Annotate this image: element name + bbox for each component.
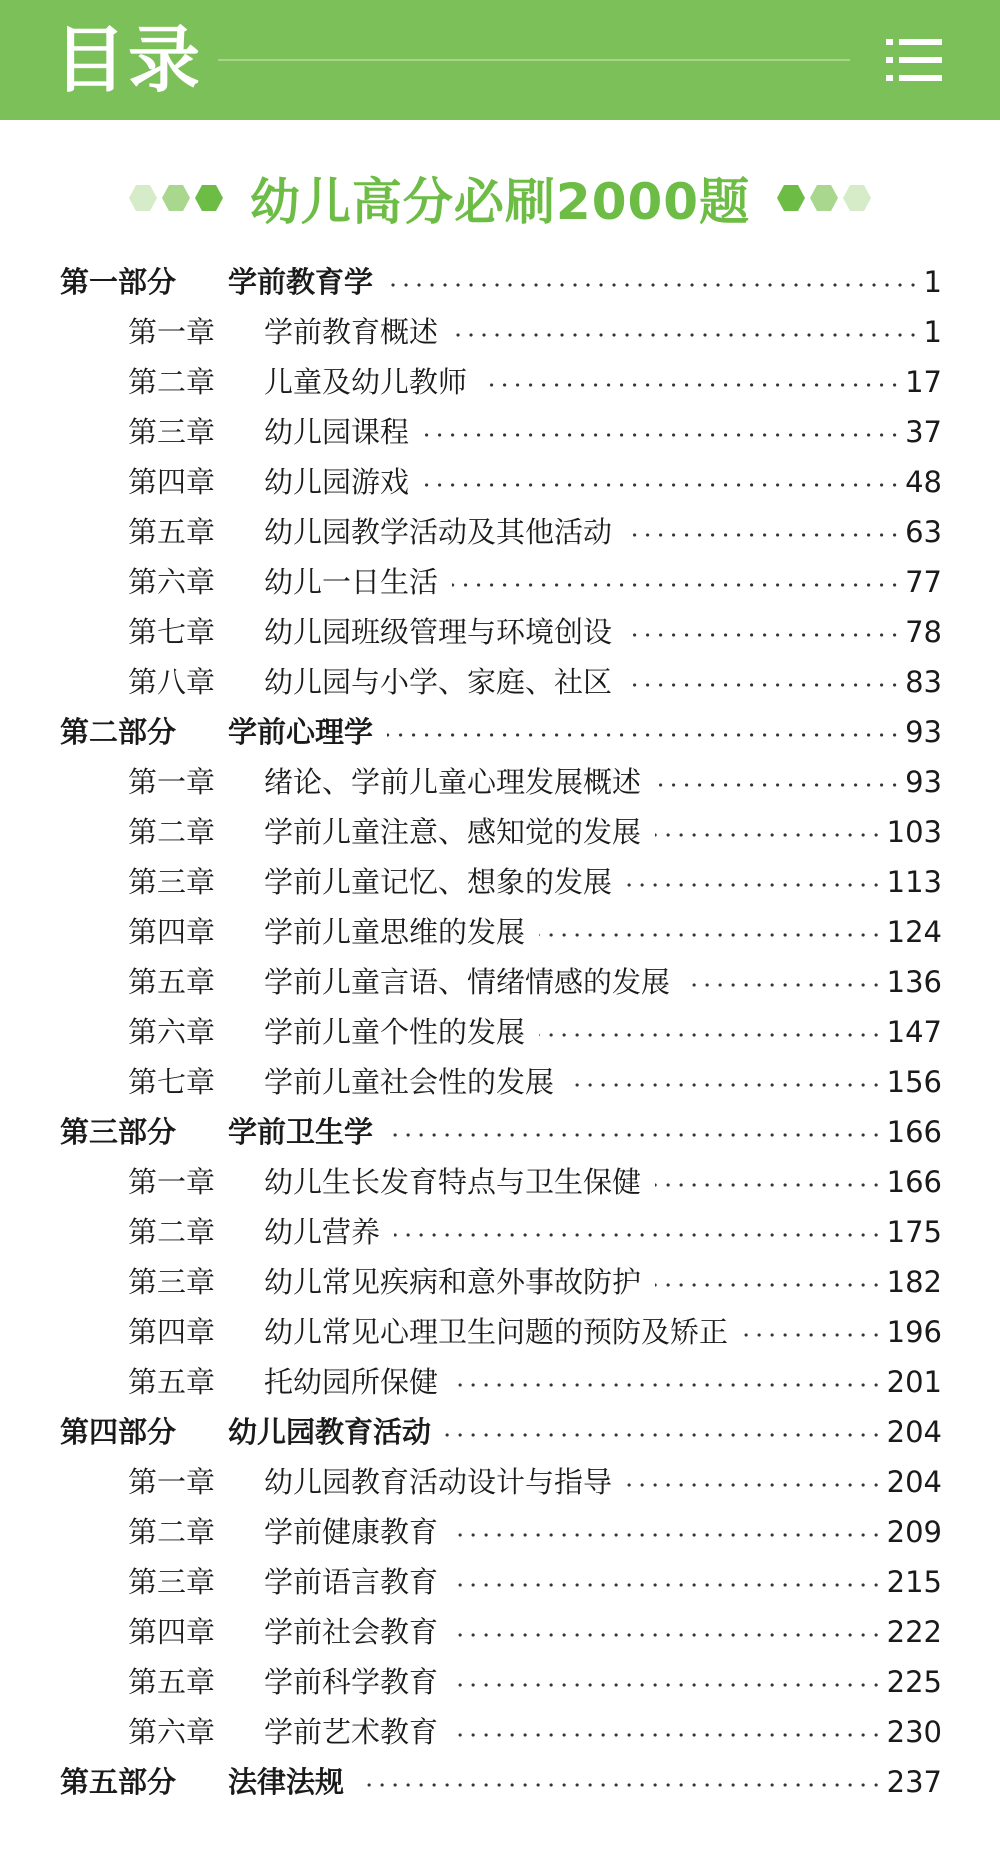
page-number: 124 [886, 915, 942, 949]
dot-leader [655, 1183, 883, 1187]
chapter-number: 第五章 [128, 965, 216, 999]
page-number: 204 [886, 1415, 942, 1449]
dot-leader [655, 783, 901, 787]
page-number: 209 [886, 1515, 942, 1549]
toc-chapter-entry[interactable] [0, 1007, 1000, 1057]
toc-chapter-entry[interactable] [0, 807, 1000, 857]
table-of-contents [0, 257, 1000, 1807]
chapter-number: 第七章 [128, 615, 216, 649]
toc-part-entry[interactable] [0, 257, 1000, 307]
dot-leader [626, 533, 901, 537]
chapter-title: 幼儿营养 [264, 1215, 381, 1249]
chapter-number: 第四章 [128, 915, 216, 949]
dot-leader [423, 433, 901, 437]
dot-leader [452, 1633, 883, 1637]
part-number: 第三部分 [60, 1115, 177, 1149]
chapter-title: 幼儿一日生活 [264, 565, 439, 599]
toc-chapter-entry[interactable] [0, 1307, 1000, 1357]
dot-leader [626, 883, 883, 887]
chapter-title: 幼儿园与小学、家庭、社区 [264, 665, 613, 699]
dot-leader [626, 1483, 883, 1487]
toc-chapter-entry[interactable] [0, 1607, 1000, 1657]
part-title: 学前卫生学 [228, 1115, 374, 1149]
page-number: 230 [886, 1715, 942, 1749]
page-number: 78 [905, 615, 942, 649]
chapter-title: 学前儿童思维的发展 [264, 915, 526, 949]
chapter-number: 第三章 [128, 865, 216, 899]
chapter-number: 第一章 [128, 1465, 216, 1499]
dot-leader [481, 383, 901, 387]
dot-leader [742, 1333, 883, 1337]
page-number: 215 [886, 1565, 942, 1599]
chapter-number: 第八章 [128, 665, 216, 699]
chapter-number: 第七章 [128, 1065, 216, 1099]
chapter-title: 幼儿常见疾病和意外事故防护 [264, 1265, 642, 1299]
chapter-title: 幼儿园教学活动及其他活动 [264, 515, 613, 549]
chapter-number: 第一章 [128, 315, 216, 349]
toc-chapter-entry[interactable] [0, 407, 1000, 457]
chapter-number: 第二章 [128, 365, 216, 399]
toc-chapter-entry[interactable] [0, 307, 1000, 357]
page-number: 225 [886, 1665, 942, 1699]
toc-chapter-entry[interactable] [0, 607, 1000, 657]
book-title: 幼儿高分必刷2000题 [249, 173, 751, 231]
toc-chapter-entry[interactable] [0, 1357, 1000, 1407]
chapter-title: 学前儿童记忆、想象的发展 [264, 865, 613, 899]
chapter-title: 绪论、学前儿童心理发展概述 [264, 765, 642, 799]
toc-part-entry[interactable] [0, 1107, 1000, 1157]
chapter-number: 第五章 [128, 1365, 216, 1399]
chapter-number: 第六章 [128, 1715, 216, 1749]
chapter-title: 学前社会教育 [264, 1615, 439, 1649]
chapter-title: 学前科学教育 [264, 1665, 439, 1699]
chapter-number: 第二章 [128, 1215, 216, 1249]
chapter-title: 幼儿园课程 [264, 415, 410, 449]
dot-leader [626, 633, 901, 637]
toc-part-entry[interactable] [0, 707, 1000, 757]
toc-chapter-entry[interactable] [0, 1157, 1000, 1207]
toc-part-entry[interactable] [0, 1757, 1000, 1807]
page-number: 201 [886, 1365, 942, 1399]
chapter-number: 第二章 [128, 815, 216, 849]
book-title-row [0, 160, 1000, 236]
page-number: 113 [886, 865, 942, 899]
toc-chapter-entry[interactable] [0, 457, 1000, 507]
chapter-number: 第一章 [128, 1165, 216, 1199]
dot-leader [539, 1033, 883, 1037]
dot-leader [452, 583, 901, 587]
page-number: 37 [905, 415, 942, 449]
part-title: 幼儿园教育活动 [228, 1415, 432, 1449]
toc-chapter-entry[interactable] [0, 1457, 1000, 1507]
header-divider [218, 59, 850, 61]
page-number: 166 [886, 1165, 942, 1199]
toc-chapter-entry[interactable] [0, 1207, 1000, 1257]
chapter-title: 幼儿常见心理卫生问题的预防及矫正 [264, 1315, 729, 1349]
dot-leader [626, 683, 901, 687]
chapter-title: 学前健康教育 [264, 1515, 439, 1549]
chapter-title: 儿童及幼儿教师 [264, 365, 468, 399]
page-number: 196 [886, 1315, 942, 1349]
dot-leader [423, 483, 901, 487]
page-number: 17 [905, 365, 942, 399]
chapter-title: 学前儿童社会性的发展 [264, 1065, 555, 1099]
chapter-title: 学前儿童言语、情绪情感的发展 [264, 965, 671, 999]
part-title: 学前教育学 [228, 265, 374, 299]
chapter-title: 幼儿园游戏 [264, 465, 410, 499]
page-number: 136 [886, 965, 942, 999]
toc-chapter-entry[interactable] [0, 557, 1000, 607]
chapter-title: 学前儿童个性的发展 [264, 1015, 526, 1049]
dot-leader [387, 1133, 883, 1137]
dot-leader [452, 1733, 883, 1737]
dot-leader [394, 1233, 883, 1237]
chapter-number: 第四章 [128, 1615, 216, 1649]
page-number: 175 [886, 1215, 942, 1249]
chapter-title: 学前艺术教育 [264, 1715, 439, 1749]
page-number: 63 [905, 515, 942, 549]
page-number: 1 [923, 315, 942, 349]
page-number: 83 [905, 665, 942, 699]
dot-leader [452, 333, 920, 337]
chapter-number: 第四章 [128, 465, 216, 499]
toc-chapter-entry[interactable] [0, 957, 1000, 1007]
toc-chapter-entry[interactable] [0, 1707, 1000, 1757]
chapter-number: 第五章 [128, 1665, 216, 1699]
page-number: 166 [886, 1115, 942, 1149]
chapter-number: 第六章 [128, 1015, 216, 1049]
dot-leader [387, 283, 920, 287]
chapter-title: 幼儿园教育活动设计与指导 [264, 1465, 613, 1499]
chapter-number: 第三章 [128, 1565, 216, 1599]
page-number: 77 [905, 565, 942, 599]
page-number: 48 [905, 465, 942, 499]
chapter-title: 幼儿园班级管理与环境创设 [264, 615, 613, 649]
chapter-number: 第六章 [128, 565, 216, 599]
toc-chapter-entry[interactable] [0, 1507, 1000, 1557]
chapter-title: 学前教育概述 [264, 315, 439, 349]
hexagon-decoration-right-icon [776, 183, 872, 213]
dot-leader [568, 1083, 883, 1087]
page-number: 204 [886, 1465, 942, 1499]
toc-part-entry[interactable] [0, 1407, 1000, 1457]
part-number: 第四部分 [60, 1415, 177, 1449]
page-number: 147 [886, 1015, 942, 1049]
part-title: 法律法规 [228, 1765, 345, 1799]
toc-chapter-entry[interactable] [0, 907, 1000, 957]
header-bar [0, 0, 1000, 120]
chapter-number: 第三章 [128, 1265, 216, 1299]
dot-leader [452, 1533, 883, 1537]
dot-leader [539, 933, 883, 937]
page-number: 93 [905, 765, 942, 799]
toc-chapter-entry[interactable] [0, 1257, 1000, 1307]
dot-leader [387, 733, 901, 737]
toc-chapter-entry[interactable] [0, 1057, 1000, 1107]
hexagon-decoration-left-icon [128, 183, 224, 213]
part-number: 第二部分 [60, 715, 177, 749]
chapter-title: 托幼园所保健 [264, 1365, 439, 1399]
dot-leader [655, 833, 883, 837]
chapter-number: 第一章 [128, 765, 216, 799]
page-number: 182 [886, 1265, 942, 1299]
list-menu-icon[interactable] [886, 36, 942, 84]
page-number: 1 [923, 265, 942, 299]
dot-leader [655, 1283, 883, 1287]
toc-chapter-entry[interactable] [0, 357, 1000, 407]
chapter-title: 学前儿童注意、感知觉的发展 [264, 815, 642, 849]
chapter-number: 第二章 [128, 1515, 216, 1549]
dot-leader [684, 983, 883, 987]
page-number: 103 [886, 815, 942, 849]
dot-leader [445, 1433, 883, 1437]
part-number: 第五部分 [60, 1765, 177, 1799]
dot-leader [358, 1783, 883, 1787]
chapter-title: 学前语言教育 [264, 1565, 439, 1599]
dot-leader [452, 1683, 883, 1687]
dot-leader [452, 1583, 883, 1587]
chapter-title: 幼儿生长发育特点与卫生保健 [264, 1165, 642, 1199]
page-title: 目录 [54, 18, 203, 102]
toc-chapter-entry[interactable] [0, 657, 1000, 707]
page-number: 93 [905, 715, 942, 749]
page-number: 156 [886, 1065, 942, 1099]
page-number: 222 [886, 1615, 942, 1649]
part-number: 第一部分 [60, 265, 177, 299]
toc-chapter-entry[interactable] [0, 507, 1000, 557]
dot-leader [452, 1383, 883, 1387]
chapter-number: 第三章 [128, 415, 216, 449]
chapter-number: 第四章 [128, 1315, 216, 1349]
chapter-number: 第五章 [128, 515, 216, 549]
toc-chapter-entry[interactable] [0, 857, 1000, 907]
toc-chapter-entry[interactable] [0, 1557, 1000, 1607]
part-title: 学前心理学 [228, 715, 374, 749]
toc-chapter-entry[interactable] [0, 1657, 1000, 1707]
toc-chapter-entry[interactable] [0, 757, 1000, 807]
page-number: 237 [886, 1765, 942, 1799]
